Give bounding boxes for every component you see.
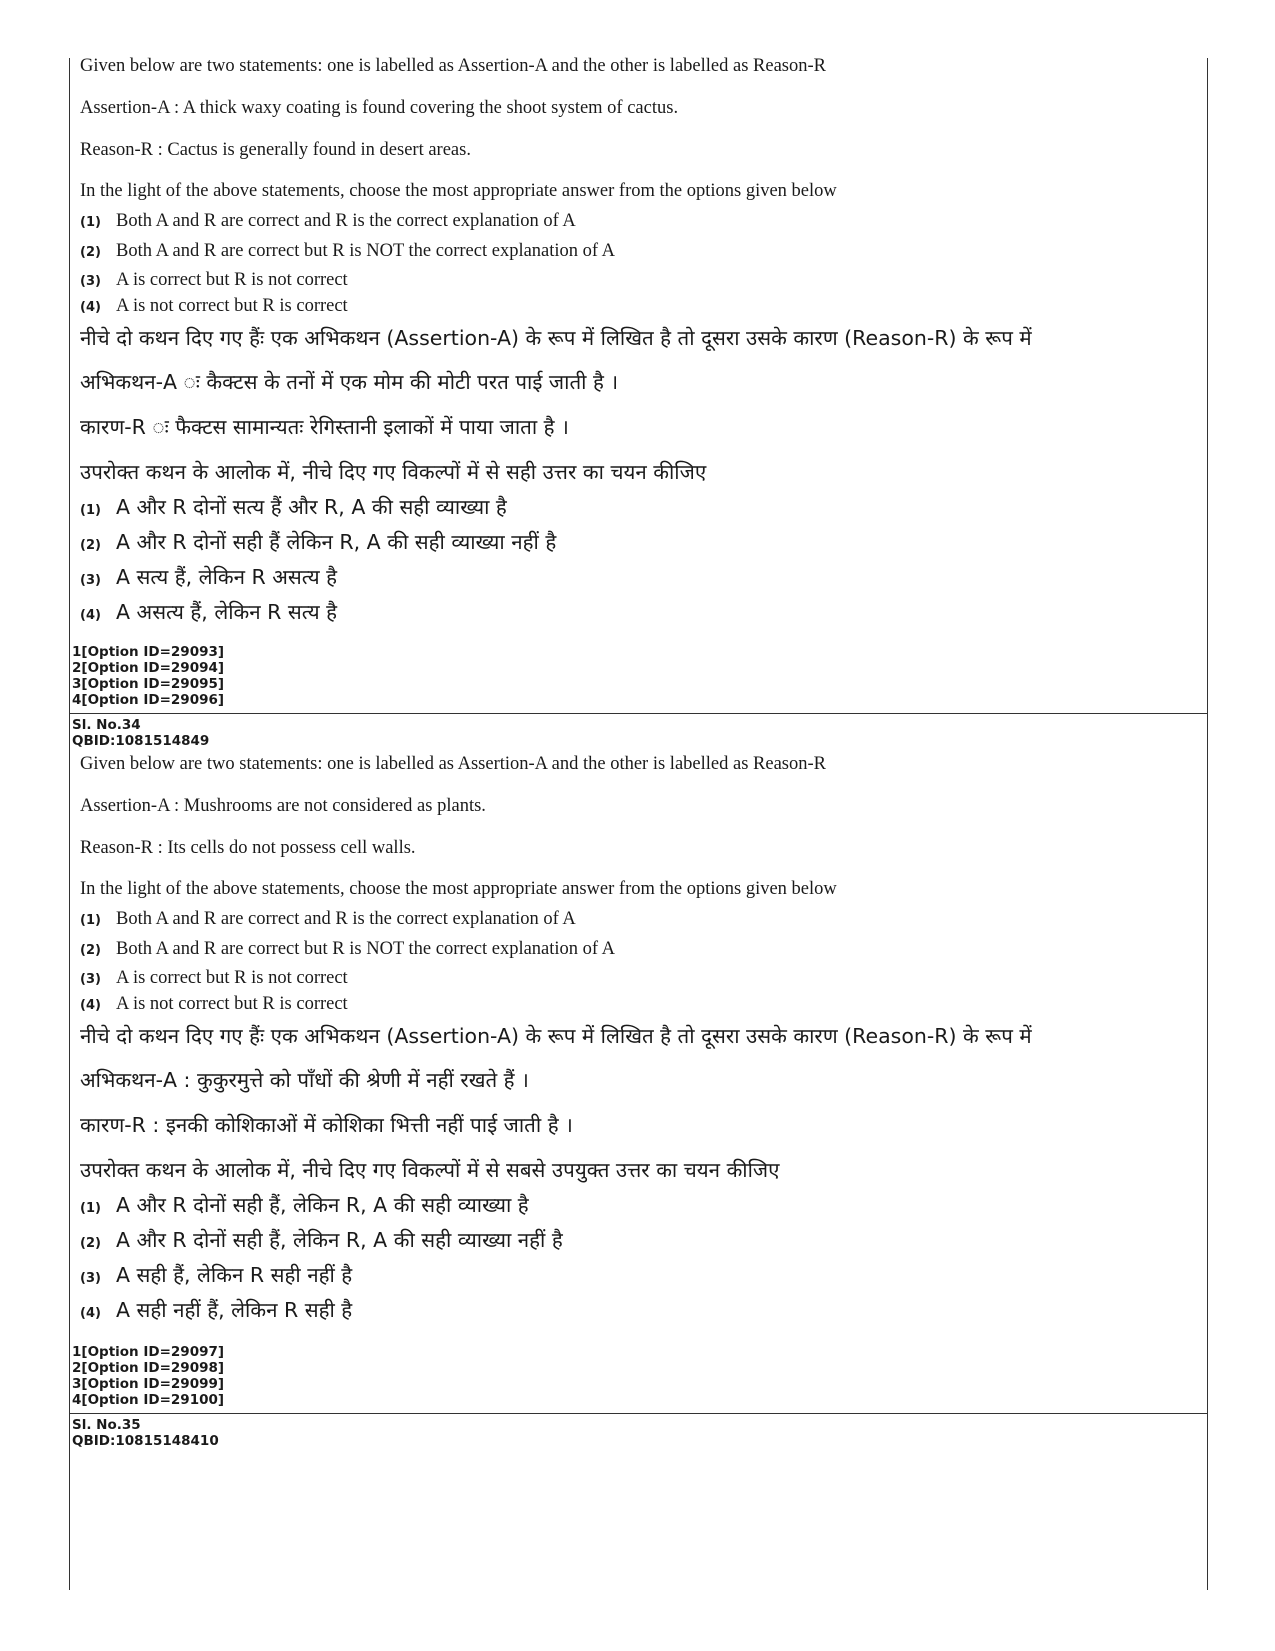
q33-option-ids (72, 644, 224, 708)
q35-header (72, 1417, 219, 1449)
qbid: QBID:1081514849 (72, 733, 210, 749)
q34-assertion-hi: अभिकथन-A : कुकुरमुत्ते को पाँधों की श्रेणी में नहीं रखते हैं । (80, 1068, 529, 1092)
option-id-line: 1[Option ID=29097] (72, 1344, 225, 1360)
q34-header (72, 717, 209, 749)
option-id-line: 2[Option ID=29098] (72, 1360, 225, 1376)
q34-option-en-2: (2) Both A and R are correct but R is NOT the correct explanation of A (80, 939, 616, 959)
serial-number: Sl. No.35 (72, 1417, 141, 1433)
q34-option-en-4: (4) A is not correct but R is correct (80, 994, 348, 1014)
q34-intro-hi: नीचे दो कथन दिए गए हैंः एक अभिकथन (Assertion-A) के रूप में लिखित है तो दूसरा उसके कारण (Reason-R) के रूप में (80, 1024, 1032, 1048)
option-id-line: 3[Option ID=29099] (72, 1376, 225, 1392)
qbid: QBID:10815148410 (72, 1433, 219, 1449)
q33-option-en-3: (3) A is correct but R is not correct (80, 270, 348, 290)
q33-option-hi-4: (4) A असत्य हैं, लेकिन R सत्य है (80, 600, 338, 624)
q33-intro-hi: नीचे दो कथन दिए गए हैंः एक अभिकथन (Assertion-A) के रूप में लिखित है तो दूसरा उसके कारण (Reason-R) के रूप में (80, 326, 1032, 350)
q34-option-en-3: (3) A is correct but R is not correct (80, 968, 348, 988)
q34-reason-hi: कारण-R : इनकी कोशिकाओं में कोशिका भित्ती नहीं पाई जाती है । (80, 1113, 573, 1137)
q34-option-hi-2: (2) A और R दोनों सही हैं, लेकिन R, A की सही व्याख्या नहीं है (80, 1228, 563, 1252)
left-border (69, 58, 70, 1590)
q33-option-en-2: (2) Both A and R are correct but R is NOT the correct explanation of A (80, 241, 616, 261)
right-border (1207, 58, 1208, 1590)
q34-prompt-en: In the light of the above statements, choose the most appropriate answer from the options given below (80, 879, 837, 899)
q34-option-en-1: (1) Both A and R are correct and R is the correct explanation of A (80, 909, 576, 929)
q34-reason-en: Reason-R : Its cells do not possess cell walls. (80, 838, 416, 858)
option-id-line: 3[Option ID=29095] (72, 676, 225, 692)
q34-option-hi-1: (1) A और R दोनों सही हैं, लेकिन R, A की सही व्याख्या है (80, 1193, 529, 1217)
q34-prompt-hi: उपरोक्त कथन के आलोक में, नीचे दिए गए विकल्पों में से सबसे उपयुक्त उत्तर का चयन कीजिए (80, 1158, 780, 1182)
q33-option-hi-2: (2) A और R दोनों सही हैं लेकिन R, A की सही व्याख्या नहीं है (80, 530, 557, 554)
q33-prompt-hi: उपरोक्त कथन के आलोक में, नीचे दिए गए विकल्पों में से सही उत्तर का चयन कीजिए (80, 460, 707, 484)
q34-option-hi-4: (4) A सही नहीं हैं, लेकिन R सही है (80, 1298, 353, 1322)
q34-option-ids (72, 1344, 224, 1408)
serial-number: Sl. No.34 (72, 717, 141, 733)
option-id-line: 2[Option ID=29094] (72, 660, 225, 676)
q33-assertion-en: Assertion-A : A thick waxy coating is found covering the shoot system of cactus. (80, 98, 679, 118)
q33-option-en-4: (4) A is not correct but R is correct (80, 296, 348, 316)
q33-reason-en: Reason-R : Cactus is generally found in desert areas. (80, 140, 471, 160)
q33-prompt-en: In the light of the above statements, choose the most appropriate answer from the options given below (80, 181, 837, 201)
q34-intro-en: Given below are two statements: one is labelled as Assertion-A and the other is labelled as Reason-R (80, 754, 826, 774)
option-id-line: 1[Option ID=29093] (72, 644, 225, 660)
option-id-line: 4[Option ID=29100] (72, 1392, 225, 1408)
q34-assertion-en: Assertion-A : Mushrooms are not considered as plants. (80, 796, 486, 816)
question-divider (69, 713, 1208, 714)
q33-option-hi-1: (1) A और R दोनों सत्य हैं और R, A की सही व्याख्या है (80, 495, 507, 519)
q33-option-en-1: (1) Both A and R are correct and R is the correct explanation of A (80, 211, 576, 231)
q33-option-hi-3: (3) A सत्य हैं, लेकिन R असत्य है (80, 565, 338, 589)
option-id-line: 4[Option ID=29096] (72, 692, 225, 708)
q33-reason-hi: कारण-R ः फैक्टस सामान्यतः रेगिस्तानी इलाकों में पाया जाता है । (80, 415, 569, 439)
q34-option-hi-3: (3) A सही हैं, लेकिन R सही नहीं है (80, 1263, 353, 1287)
question-divider (69, 1413, 1208, 1414)
q33-intro-en: Given below are two statements: one is labelled as Assertion-A and the other is labelled as Reason-R (80, 56, 826, 76)
q33-assertion-hi: अभिकथन-A ः कैक्टस के तनों में एक मोम की मोटी परत पाई जाती है । (80, 370, 619, 394)
